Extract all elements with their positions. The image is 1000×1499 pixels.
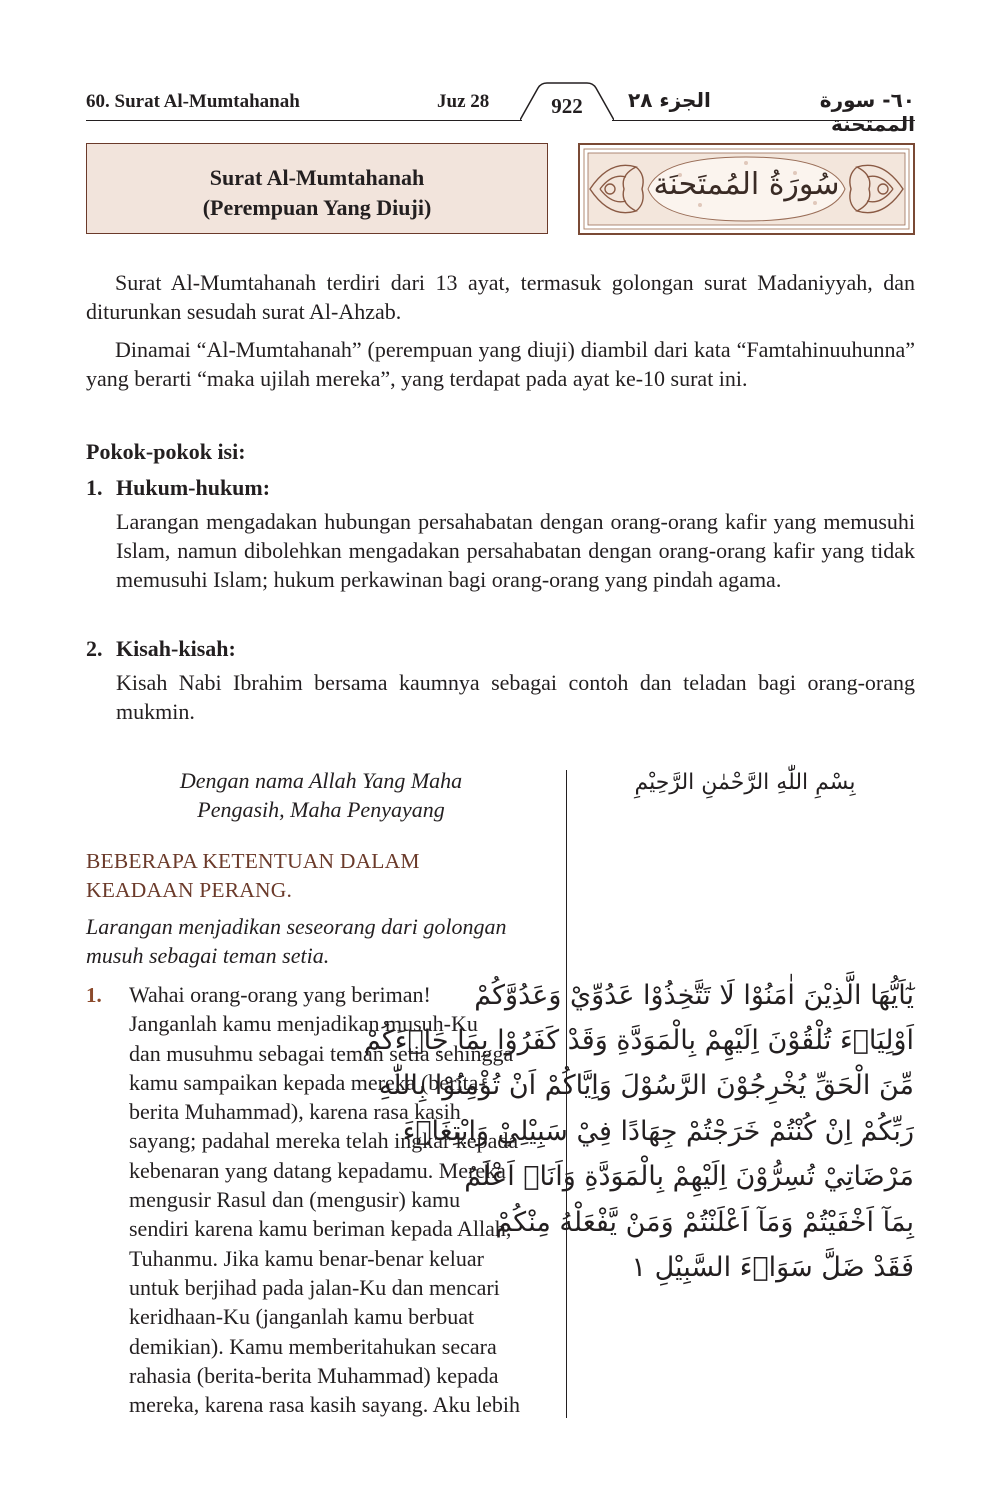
verse-line: kebenaran yang datang kepadamu. Mereka: [129, 1157, 506, 1183]
basmalah-translation: [86, 766, 556, 824]
running-header-juz-arabic: الجزء ٢٨: [628, 88, 711, 112]
verse-line: demikian). Kamu memberitahukan secara: [129, 1333, 497, 1359]
verse-line: sendiri karena kamu beriman kepada Allah,: [129, 1216, 512, 1242]
surah-title: Surat Al-Mumtahanah: [209, 165, 425, 190]
verse-number: 1.: [86, 983, 102, 1007]
verse-line: keridhaan-Ku (janganlah kamu berbuat: [129, 1304, 475, 1330]
running-header-left: 60. Surat Al-Mumtahanah: [86, 91, 300, 112]
contents-item-number: 1.: [86, 475, 103, 500]
verse-line: Janganlah kamu menjadikan musuh-Ku: [129, 1011, 478, 1037]
contents-heading: Pokok-pokok isi:: [86, 439, 246, 464]
basmalah-line-1: Dengan nama Allah Yang Maha: [179, 768, 463, 793]
verse-line: kamu sampaikan kepada mereka (berita-: [129, 1069, 486, 1095]
contents-item-number: 2.: [86, 636, 103, 661]
page-number-tab: [520, 82, 614, 122]
basmalah-line-2: Pengasih, Maha Penyayang: [197, 797, 445, 822]
contents-item-title: Kisah-kisah:: [116, 636, 236, 661]
running-header-juz: Juz 28: [437, 91, 490, 112]
section-subtitle-line-1: Larangan menjadikan seseorang dari golongan: [86, 914, 507, 939]
surah-subtitle: (Perempuan Yang Diuji): [202, 195, 432, 220]
contents-item-text: Kisah Nabi Ibrahim bersama kaumnya sebagai contoh dan teladan bagi orang-orang mukmin.: [116, 670, 915, 724]
surah-title-box: [86, 143, 548, 234]
running-header-right-arabic: ٦٠- سورة الممتحنة: [819, 88, 915, 136]
section-heading-line-1: BEBERAPA KETENTUAN DALAM: [86, 849, 420, 873]
arabic-verse-line: فَقَدْ ضَلَّ سَوَاۤءَ السَّبِيْلِ ١: [631, 1252, 914, 1283]
verse-line: mereka, karena rasa kasih sayang. Aku lebih: [129, 1392, 520, 1418]
arabic-verse-line: اَوْلِيَاۤءَ تُلْقُوْنَ اِلَيْهِمْ بِالْمَوَدَّةِ وَقَدْ كَفَرُوْا بِمَا جَاۤءَكُمْ: [363, 1025, 914, 1056]
arabic-verse-line: يٰٓاَيُّهَا الَّذِيْنَ اٰمَنُوْا لَا تَتَّخِذُوْا عَدُوِّيْ وَعَدُوَّكُمْ: [474, 980, 914, 1011]
arabic-verse-line: رَبِّكُمْ اِنْ كُنْتُمْ خَرَجْتُمْ جِهَادًا فِيْ سَبِيْلِيْ وَابْتِغَاۤءَ: [402, 1116, 914, 1147]
verse-line: Wahai orang-orang yang beriman!: [129, 982, 431, 1007]
contents-item-text: Larangan mengadakan hubungan persahabatan dengan orang-orang kafir yang memusuhi Islam, namun dibolehkan mengadakan persahabatan dengan orang-orang kafir yang tidak memusuhi Islam; hukum perkawinan bagi orang-orang yang pindah agama.: [116, 509, 915, 592]
arabic-verse-line: بِمَآ اَخْفَيْتُمْ وَمَآ اَعْلَنْتُمْ وَمَنْ يَّفْعَلْهُ مِنْكُمْ: [495, 1207, 914, 1238]
verse-line: mengusir Rasul dan (mengusir) kamu: [129, 1187, 461, 1213]
header-rule-left: [86, 120, 522, 121]
verse-line: sayang; padahal mereka telah ingkar kepada: [129, 1128, 519, 1154]
header-rule-right: [612, 120, 915, 121]
verse-line: Tuhanmu. Jika kamu benar-benar keluar: [129, 1245, 484, 1271]
intro-paragraph-1: Surat Al-Mumtahanah terdiri dari 13 ayat, termasuk golongan surat Madaniyyah, dan diturunkan sesudah surat Al-Ahzab.: [86, 270, 915, 324]
basmalah-arabic: بِسْمِ اللّٰهِ الرَّحْمٰنِ الرَّحِيْمِ: [634, 770, 856, 795]
section-subtitle-line-2: musuh sebagai teman setia.: [86, 943, 330, 968]
page-number: 922: [551, 94, 583, 118]
verse-line: berita Muhammad), karena rasa kasih: [129, 1099, 461, 1125]
surah-arabic-name: سُورَةُ المُمتَحنَة: [653, 167, 840, 202]
arabic-verse-line: مَرْضَاتِيْ تُسِرُّوْنَ اِلَيْهِمْ بِالْمَوَدَّةِ وَاَنَا۠ اَعْلَمُ: [464, 1161, 914, 1192]
section-subtitle: [86, 912, 506, 970]
surah-ornament-frame: [578, 143, 915, 235]
contents-item-title: Hukum-hukum:: [116, 475, 271, 500]
verse-line: dan musuhmu sebagai teman setia sehingga: [129, 1040, 514, 1066]
verse-line: untuk berjihad pada jalan-Ku dan mencari: [129, 1274, 500, 1300]
intro-paragraph-2: Dinamai “Al-Mumtahanah” (perempuan yang diuji) diambil dari kata “Famtahinuuhunna” yang berarti “maka ujilah mereka”, yang terdapat pada ayat ke-10 surat ini.: [86, 337, 915, 391]
verse-line: rahasia (berita-berita Muhammad) kepada: [129, 1362, 499, 1388]
arabic-verse-line: مِّنَ الْحَقِّ يُخْرِجُوْنَ الرَّسُوْلَ وَاِيَّاكُمْ اَنْ تُؤْمِنُوْا بِاللّٰهِ: [378, 1070, 914, 1101]
section-heading-line-2: KEADAAN PERANG.: [86, 878, 293, 902]
